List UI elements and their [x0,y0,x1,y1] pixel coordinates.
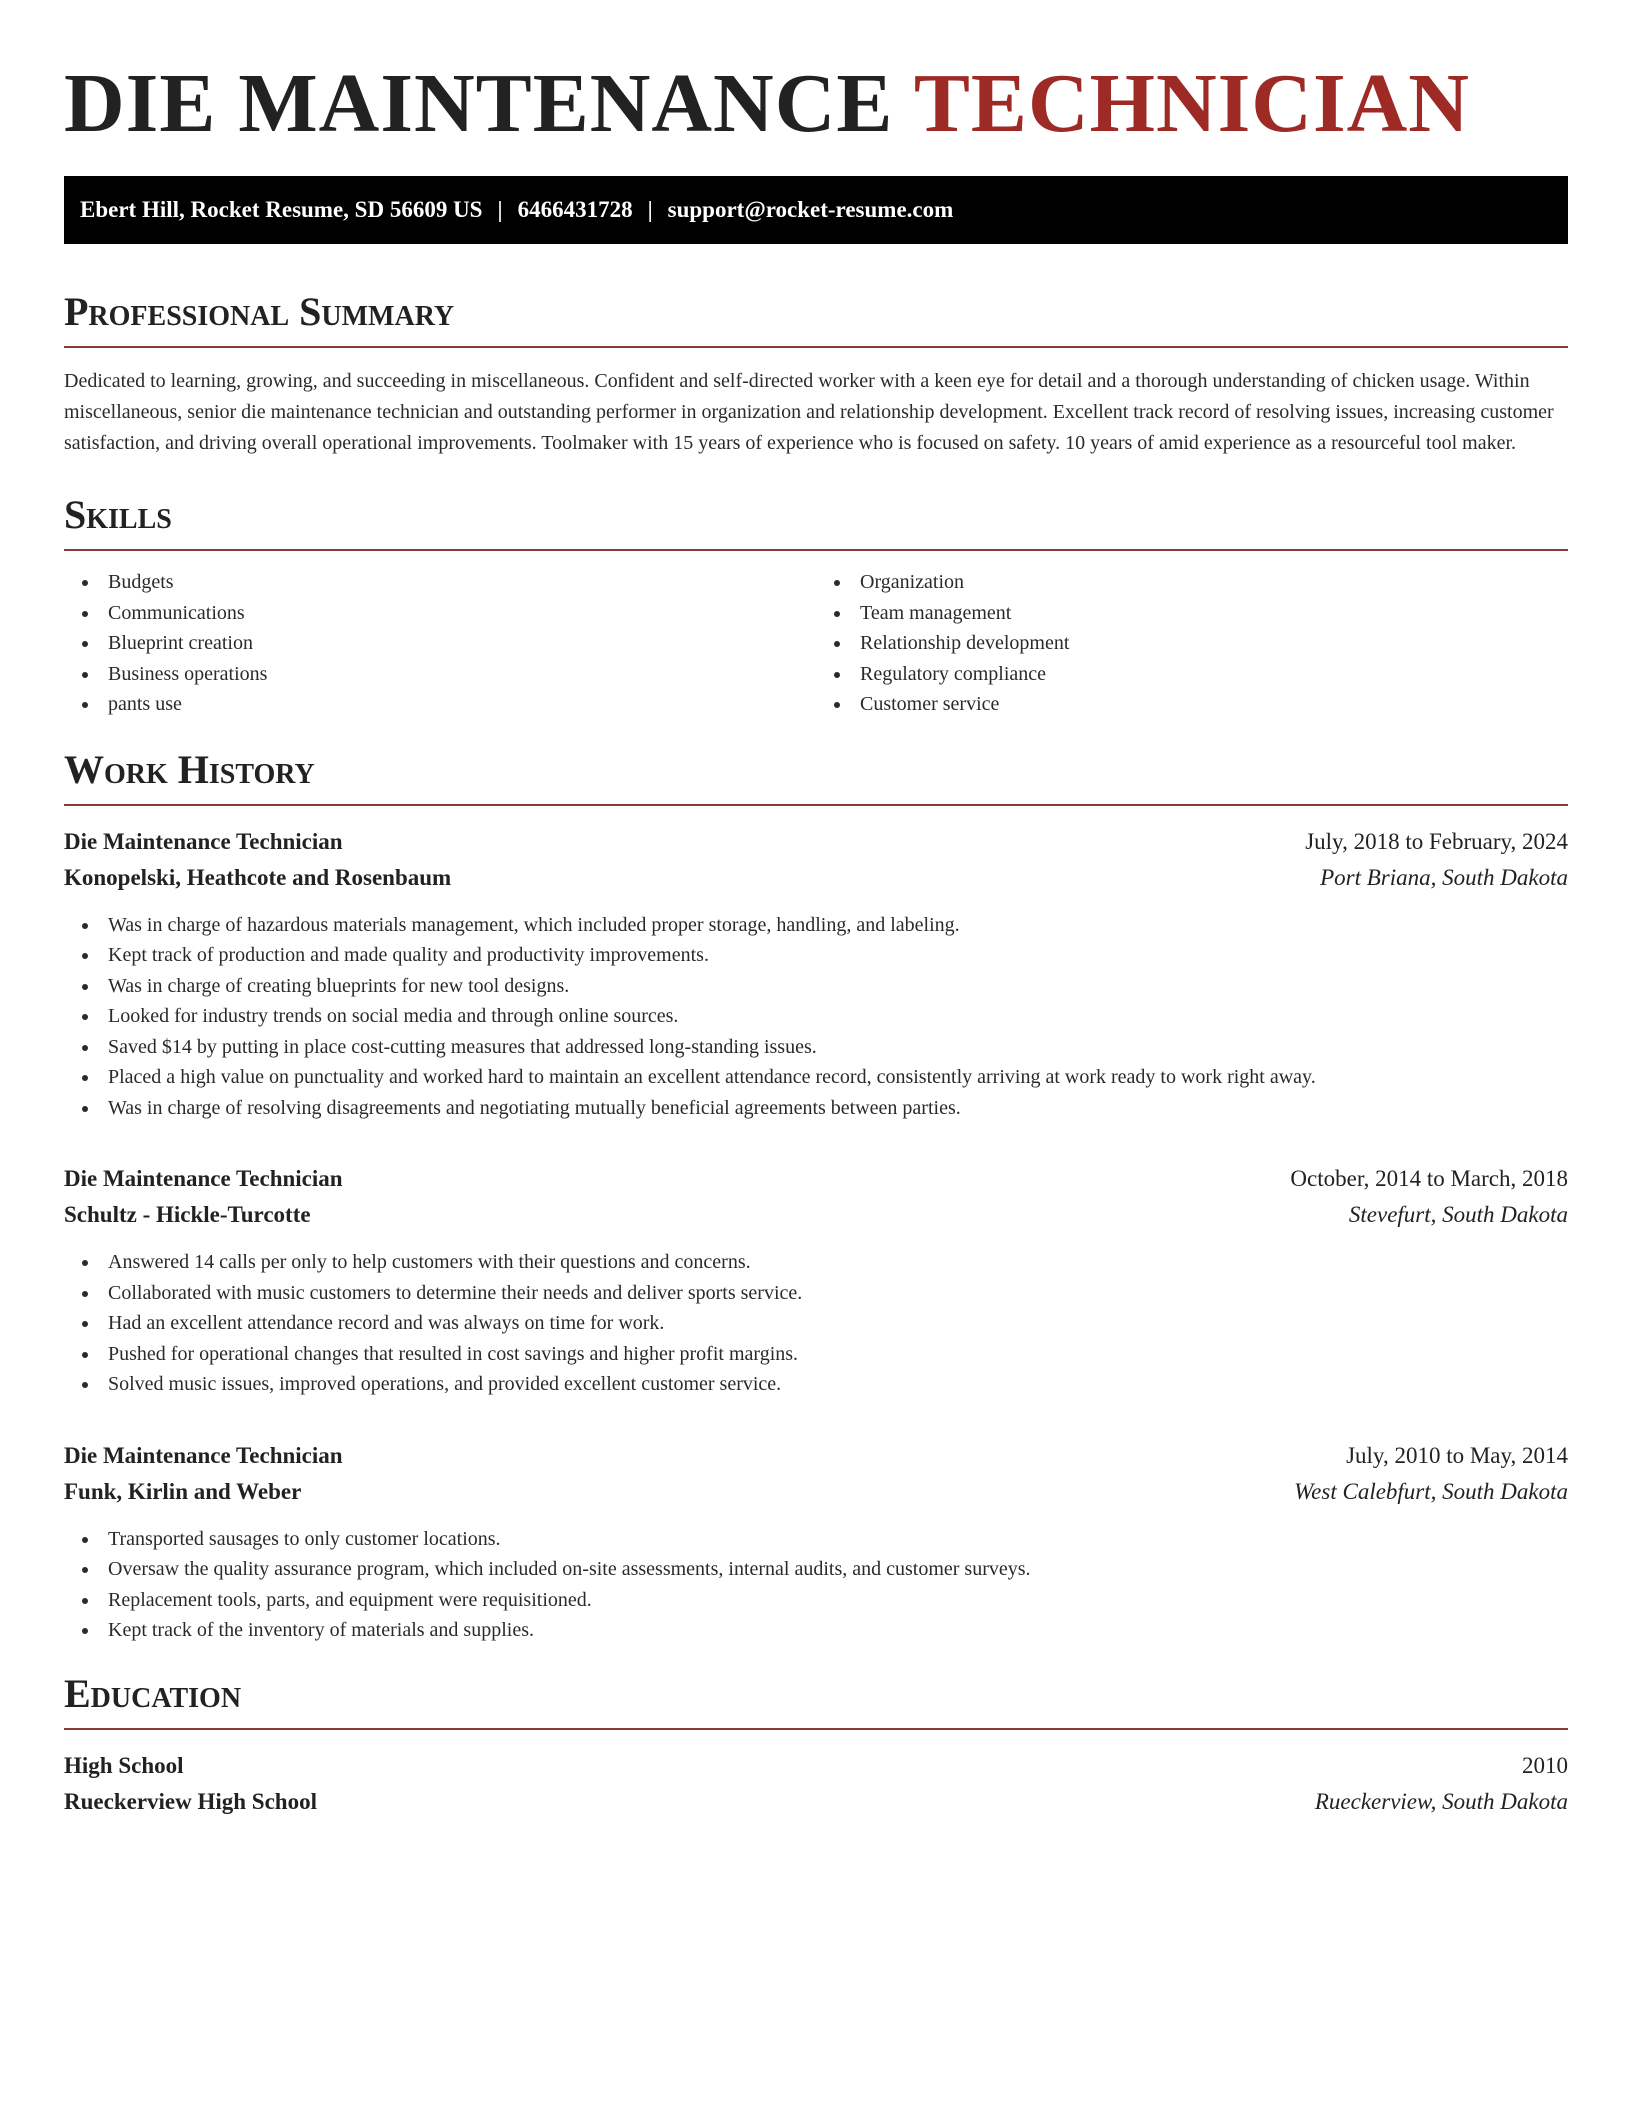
job-location: West Calebfurt, South Dakota [1294,1478,1568,1504]
job-bullet: Was in charge of hazardous materials management, which included proper storage, handling, and labeling. [108,910,1568,941]
summary-text: Dedicated to learning, growing, and succeeding in miscellaneous. Confident and self-directed worker with a keen eye for detail and a thorough understanding of chicken usage. Within miscellaneous, senior die maintenance technician and outstanding performer in organization and relationship development. Excellent track record of resolving issues, increasing customer satisfaction, and driving overall operational improvements. Toolmaker with 15 years of experience who is focused on safety. 10 years of amid experience as a resourceful tool maker. [64,370,1554,454]
education-degree: High School [64,1752,184,1778]
education-degree-row [64,1748,1568,1784]
education-heading: Education [64,1670,1568,1730]
job-bullets [64,1247,1568,1400]
job-bullets [64,1524,1568,1646]
skill-item: Team management [860,598,1568,629]
job-dates: July, 2018 to February, 2024 [1305,828,1568,854]
job-title-row [64,1438,1568,1474]
job-company: Schultz - Hickle-Turcotte [64,1202,311,1227]
job-company: Konopelski, Heathcote and Rosenbaum [64,864,452,890]
job-entry [64,1161,1568,1400]
skill-item: Communications [108,598,816,629]
skill-item: Relationship development [860,628,1568,659]
education-year: 2010 [1522,1752,1568,1778]
job-bullet: Looked for industry trends on social media and through online sources. [108,1001,1568,1032]
job-bullet: Saved $14 by putting in place cost-cutting measures that addressed long-standing issues. [108,1032,1568,1063]
contact-separator: | [647,197,653,222]
work-history-heading: Work History [64,746,1568,806]
job-bullet: Kept track of the inventory of materials and supplies. [108,1615,1568,1646]
skill-item: Regulatory compliance [860,659,1568,690]
summary-heading: Professional Summary [64,288,1568,348]
title-main: DIE MAINTENANCE [64,57,894,150]
job-company-row [64,860,1568,896]
job-bullets [64,910,1568,1124]
job-bullet: Kept track of production and made quality and productivity improvements. [108,940,1568,971]
skill-item: Budgets [108,567,816,598]
contact-bar [64,176,1568,244]
job-company: Funk, Kirlin and Weber [64,1478,302,1504]
skills-column-left [64,567,816,720]
job-dates: October, 2014 to March, 2018 [1290,1166,1568,1191]
job-bullet: Transported sausages to only customer locations. [108,1524,1568,1555]
job-location: Port Briana, South Dakota [1320,864,1568,890]
skill-item: pants use [108,689,816,720]
contact-address: Ebert Hill, Rocket Resume, SD 56609 US [80,197,483,222]
education-school-row [64,1784,1568,1820]
education-location: Rueckerview, South Dakota [1314,1788,1568,1814]
contact-phone: 6466431728 [517,197,633,222]
job-location: Stevefurt, South Dakota [1348,1202,1568,1227]
contact-email: support@rocket-resume.com [667,197,954,222]
title-accent: TECHNICIAN [913,57,1470,150]
job-title: Die Maintenance Technician [64,1166,343,1191]
job-entry [64,1438,1568,1646]
contact-separator: | [497,197,503,222]
job-company-row [64,1197,1568,1233]
job-bullet: Placed a high value on punctuality and worked hard to maintain an excellent attendance record, consistently arriving at work ready to work right away. [108,1062,1568,1093]
job-title-row [64,824,1568,860]
job-bullet: Pushed for operational changes that resulted in cost savings and higher profit margins. [108,1339,1568,1370]
job-bullet: Solved music issues, improved operations, and provided excellent customer service. [108,1369,1568,1400]
job-bullet: Was in charge of creating blueprints for new tool designs. [108,971,1568,1002]
job-company-row [64,1474,1568,1510]
skill-item: Organization [860,567,1568,598]
skills-grid [64,567,1568,720]
job-bullet: Oversaw the quality assurance program, which included on-site assessments, internal audits, and customer surveys. [108,1554,1568,1585]
education-entry [64,1748,1568,1820]
skill-item: Blueprint creation [108,628,816,659]
job-bullet: Collaborated with music customers to determine their needs and deliver sports service. [108,1278,1568,1309]
skill-item: Business operations [108,659,816,690]
skills-heading: Skills [64,491,1568,551]
job-dates: July, 2010 to May, 2014 [1346,1442,1568,1468]
job-title: Die Maintenance Technician [64,1442,343,1468]
job-title: Die Maintenance Technician [64,828,343,854]
job-bullet: Answered 14 calls per only to help customers with their questions and concerns. [108,1247,1568,1278]
job-bullet: Had an excellent attendance record and was always on time for work. [108,1308,1568,1339]
skill-item: Customer service [860,689,1568,720]
job-bullet: Was in charge of resolving disagreements and negotiating mutually beneficial agreements between parties. [108,1093,1568,1124]
education-school: Rueckerview High School [64,1788,317,1814]
job-title-row [64,1161,1568,1197]
resume-content [64,0,1568,1820]
job-entry [64,824,1568,1124]
job-bullet: Replacement tools, parts, and equipment were requisitioned. [108,1585,1568,1616]
resume-title [64,0,1568,154]
skills-column-right [816,567,1568,720]
